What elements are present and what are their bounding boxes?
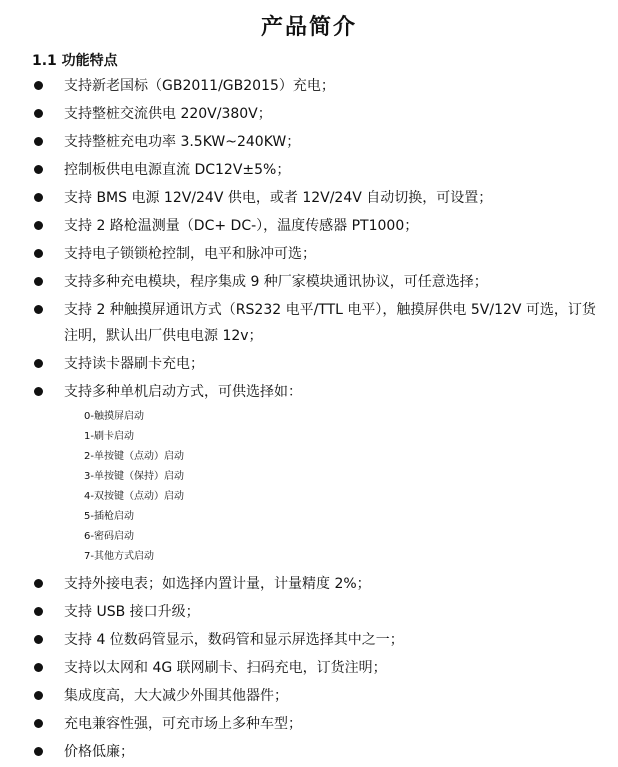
feature-item [32, 213, 602, 239]
feature-text: 支持读卡器刷卡充电； [64, 356, 204, 372]
bullet-icon [34, 165, 43, 174]
bullet-icon [34, 193, 43, 202]
feature-item [32, 683, 602, 709]
feature-item [32, 241, 602, 267]
bullet-icon [34, 691, 43, 700]
feature-item [32, 129, 602, 155]
bullet-icon [34, 305, 43, 314]
feature-text: 支持多种单机启动方式，可供选择如： [64, 384, 302, 400]
bullet-icon [34, 137, 43, 146]
bullet-icon [34, 249, 43, 258]
bullet-icon [34, 359, 43, 368]
bullet-icon [34, 109, 43, 118]
feature-text: 支持 USB 接口升级； [64, 604, 200, 620]
feature-item [32, 379, 602, 567]
feature-text: 支持电子锁锁枪控制，电平和脉冲可选； [64, 246, 316, 262]
feature-text: 支持多种充电模块，程序集成 9 种厂家模块通讯协议，可任意选择； [64, 274, 488, 290]
start-mode-item: 7-其他方式启动 [84, 551, 154, 562]
section-heading: 1.1 功能特点 [32, 53, 118, 69]
feature-text: 支持新老国标（GB2011/GB2015）充电； [64, 78, 335, 94]
start-mode-item: 3-单按键（保持）启动 [84, 471, 184, 482]
bullet-icon [34, 277, 43, 286]
bullet-icon [34, 635, 43, 644]
feature-item [32, 351, 602, 377]
feature-text: 支持 2 路枪温测量（DC+ DC-），温度传感器 PT1000； [64, 218, 419, 234]
feature-text: 支持外接电表；如选择内置计量，计量精度 2%； [64, 576, 371, 592]
feature-text: 支持 2 种触摸屏通讯方式（RS232 电平/TTL 电平），触摸屏供电 5V/12V 可选，订货注明，默认出厂供电电源 12v； [64, 302, 596, 344]
start-mode-list [64, 407, 602, 567]
bullet-icon [34, 387, 43, 396]
feature-text: 价格低廉； [64, 744, 134, 760]
feature-text: 支持 4 位数码管显示，数码管和显示屏选择其中之一； [64, 632, 404, 648]
feature-text: 集成度高，大大减少外围其他器件； [64, 688, 288, 704]
feature-text: 支持整桩交流供电 220V/380V； [64, 106, 272, 122]
bullet-icon [34, 221, 43, 230]
feature-item [32, 269, 602, 295]
bullet-icon [34, 719, 43, 728]
feature-item [32, 599, 602, 625]
feature-item [32, 655, 602, 681]
bullet-icon [34, 663, 43, 672]
start-mode-item: 2-单按键（点动）启动 [84, 451, 184, 462]
feature-item [32, 157, 602, 183]
start-mode-item: 5-插枪启动 [84, 511, 134, 522]
feature-item [32, 739, 602, 765]
start-mode-item: 0-触摸屏启动 [84, 411, 144, 422]
feature-text: 支持 BMS 电源 12V/24V 供电，或者 12V/24V 自动切换，可设置； [64, 190, 493, 206]
feature-item [32, 297, 602, 349]
feature-item [32, 185, 602, 211]
feature-text: 控制板供电电源直流 DC12V±5%； [64, 162, 291, 178]
feature-text: 充电兼容性强，可充市场上多种车型； [64, 716, 302, 732]
feature-item [32, 101, 602, 127]
feature-list [32, 73, 602, 767]
start-mode-item: 6-密码启动 [84, 531, 134, 542]
start-mode-item: 4-双按键（点动）启动 [84, 491, 184, 502]
bullet-icon [34, 607, 43, 616]
bullet-icon [34, 747, 43, 756]
feature-item [32, 73, 602, 99]
feature-text: 支持以太网和 4G 联网刷卡、扫码充电，订货注明； [64, 660, 387, 676]
feature-item [32, 571, 602, 597]
bullet-icon [34, 81, 43, 90]
feature-text: 支持整桩充电功率 3.5KW~240KW； [64, 134, 301, 150]
start-mode-item: 1-刷卡启动 [84, 431, 134, 442]
feature-item [32, 627, 602, 653]
document-title: 产品简介 [260, 15, 357, 40]
feature-item [32, 711, 602, 737]
bullet-icon [34, 579, 43, 588]
